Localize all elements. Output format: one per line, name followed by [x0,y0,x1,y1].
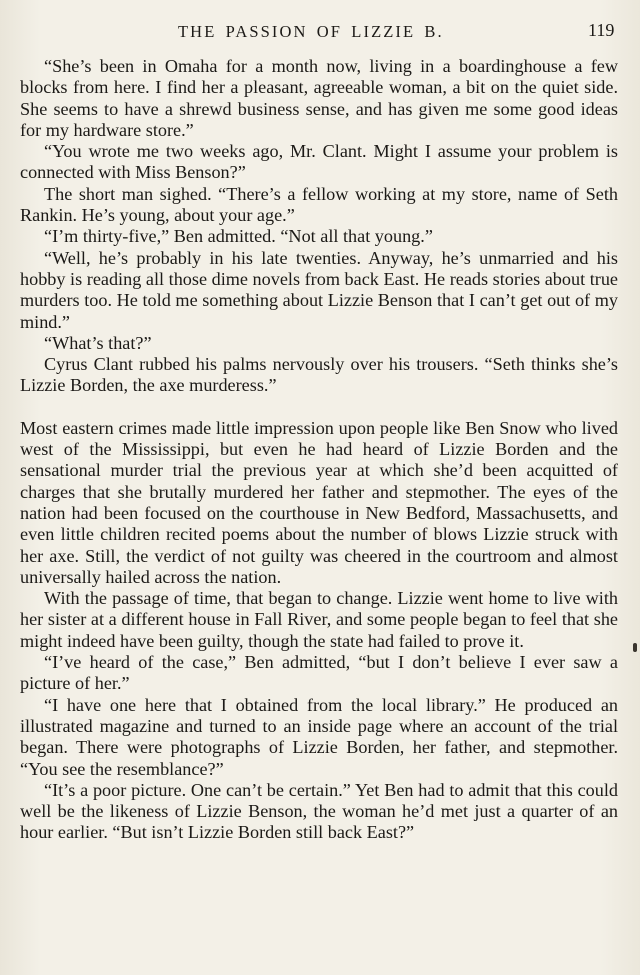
page-header [0,18,640,46]
paragraph: “It’s a poor picture. One can’t be certain.” Yet Ben had to admit that this could well be the likeness of Lizzie Benson, the woman he’d met just a quarter of an hour earlier. “But isn’t Lizzie Borden still back East?” [20,779,618,843]
paragraph: “She’s been in Omaha for a month now, living in a boardinghouse a few blocks from here. I find her a pleasant, agreeable woman, a bit on the quiet side. She seems to have a shrewd business sense, and has given me some good ideas for my hardware store.” [20,56,618,140]
paragraph: “I’m thirty-five,” Ben admitted. “Not all that young.” [44,226,433,247]
paragraph: “What’s that?” [44,332,152,353]
page-edge-mark [633,643,637,652]
paragraph: Cyrus Clant rubbed his palms nervously over his trousers. “Seth thinks she’s Lizzie Borden, the axe murderess.” [20,354,618,396]
paragraph: With the passage of time, that began to change. Lizzie went home to live with her sister at a different house in Fall River, and some people began to feel that she might indeed have been guilty, though the state had failed to prove it. [20,588,618,651]
paragraph: “I have one here that I obtained from the local library.” He produced an illustrated magazine and turned to an inside page where an account of the trial began. There were photographs of Lizzie Borden, her father, and stepmother. “You see the resemblance?” [20,694,618,779]
section-break [20,397,618,418]
paragraph: The short man sighed. “There’s a fellow working at my store, name of Seth Rankin. He’s young, about your age.” [20,183,618,226]
page-number: 119 [588,20,615,40]
running-title: THE PASSION OF LIZZIE B. [178,22,444,41]
paragraph: “I’ve heard of the case,” Ben admitted, “but I don’t believe I ever saw a picture of her.” [20,652,618,694]
paragraph: “You wrote me two weeks ago, Mr. Clant. Might I assume your problem is connected with Miss Benson?” [20,141,618,183]
paragraph: Most eastern crimes made little impression upon people like Ben Snow who lived west of the Mississippi, but even he had heard of Lizzie Borden and the sensational murder trial the previous year at which she’d been acquitted of charges that she brutally murdered her father and stepmother. The eyes of the nation had been focused on the courthouse in New Bedford, Massachusetts, and even little children recited poems about the number of blows Lizzie struck with her axe. Still, the verdict of not guilty was cheered in the courtroom and almost universally hailed across the nation. [20,417,618,587]
paragraph: “Well, he’s probably in his late twenties. Anyway, he’s unmarried and his hobby is reading all those dime novels from back East. He reads stories about true murders too. He told me something about Lizzie Benson that I can’t get out of my mind.” [20,247,618,332]
body-text [20,56,618,844]
